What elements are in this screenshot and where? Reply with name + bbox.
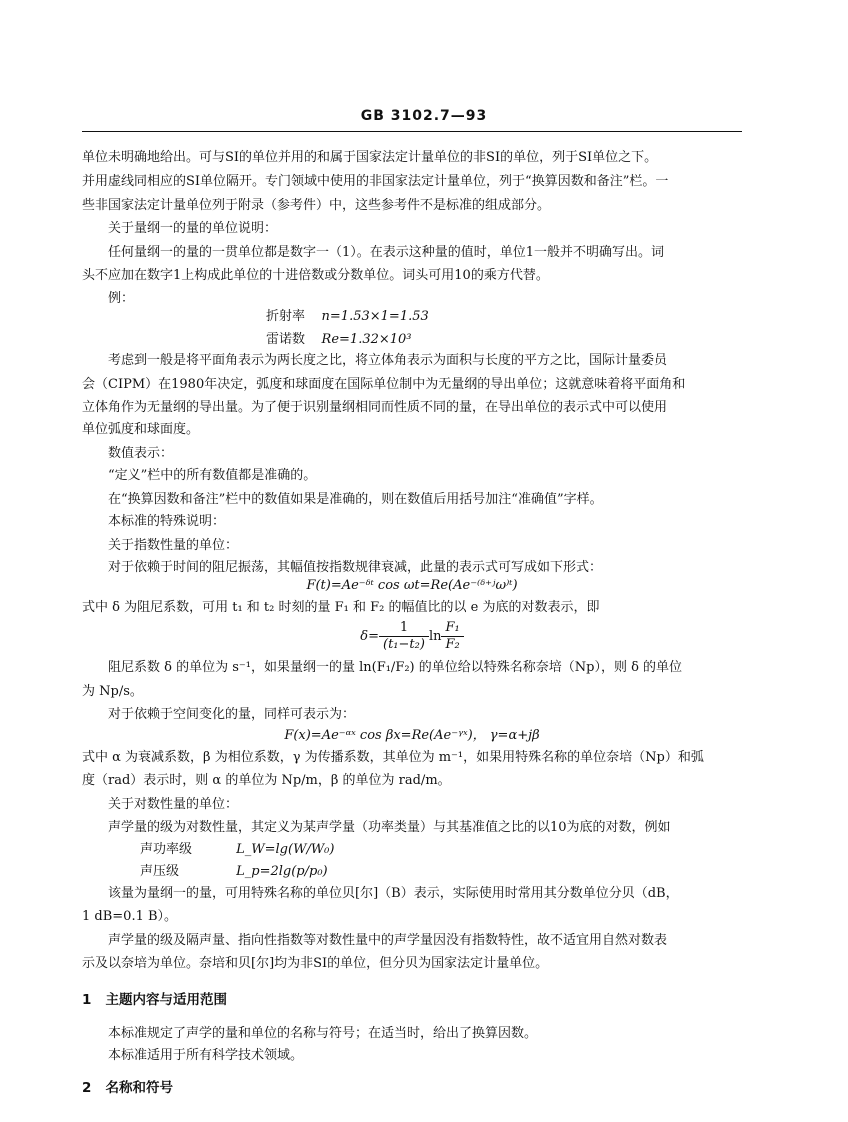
section-title: 名称和符号: [105, 1080, 174, 1096]
body-line: 为 Np/s。: [82, 684, 143, 699]
example-name: 折射率: [266, 309, 306, 324]
body-line: 度（rad）表示时，则 α 的单位为 Np/m，β 的单位为 rad/m。: [82, 773, 451, 788]
body-line: 例：: [108, 291, 135, 306]
body-line: 阻尼系数 δ 的单位为 s⁻¹，如果量纲一的量 ln(F₁/F₂) 的单位给以特殊名称奈培（Np），则 δ 的单位: [108, 660, 683, 675]
body-line: 本标准适用于所有科学技术领域。: [108, 1048, 304, 1063]
body-line: 对于依赖于空间变化的量，同样可表示为：: [108, 707, 356, 722]
body-line: 在“换算因数和备注”栏中的数值如果是准确的，则在数值后用括号加注“准确值”字样。: [108, 492, 603, 507]
example-refractive-index: [266, 307, 686, 327]
body-line: 关于量纲一的量的单位说明：: [108, 221, 278, 236]
level-sound-power: [140, 840, 700, 860]
body-line: 该量为量纲一的量，可用特殊名称的单位贝[尔]（B）表示，实际使用时常用其分数单位分贝（dB，: [108, 886, 679, 901]
fraction-denominator: F₂: [445, 637, 460, 652]
standard-code-header: GB 3102.7—93: [360, 108, 488, 124]
section-number: 1: [82, 992, 92, 1008]
equation-damped-oscillation: F(t)=Ae⁻ᵟᵗ cos ωt=Re(Ae⁻⁽ᵟ⁺ʲω⁾ᵗ): [306, 578, 518, 593]
fraction-numerator: F₁: [441, 620, 463, 637]
ln-operator: ln: [428, 629, 442, 644]
section-number: 2: [82, 1080, 92, 1096]
equation-spatial-variation: F(x)=Ae⁻ᵅˣ cos βx=Re(Ae⁻ᵞˣ)， γ=α+jβ: [284, 728, 540, 743]
section-heading-1: [82, 990, 227, 1010]
body-line: 立体角作为无量纲的导出量。为了便于识别量纲相同而性质不同的量，在导出单位的表示式中可以使用: [82, 400, 668, 415]
body-line: “定义”栏中的所有数值都是准确的。: [108, 468, 317, 483]
body-line: 本标准规定了声学的量和单位的名称与符号；在适当时，给出了换算因数。: [108, 1026, 538, 1041]
body-line: 任何量纲一的量的一贯单位都是数字一（1）。在表示这种量的值时，单位1一般并不明确写出。词: [108, 245, 665, 260]
body-line: 并用虚线同相应的SI单位隔开。专门领域中使用的非国家法定计量单位，列于“换算因数和备注”栏。一: [82, 174, 669, 189]
level-sound-pressure: [140, 862, 700, 882]
body-line: 考虑到一般是将平面角表示为两长度之比，将立体角表示为面积与长度的平方之比，国际计量委员: [108, 353, 668, 368]
body-line: 式中 δ 为阻尼系数，可用 t₁ 和 t₂ 时刻的量 F₁ 和 F₂ 的幅值比的以 e 为底的对数表示，即: [82, 600, 600, 615]
section-heading-2: [82, 1078, 173, 1098]
example-name: 雷诺数: [266, 332, 306, 347]
level-expr: L_p=2lg(p/p₀): [236, 864, 328, 879]
fraction-amplitude: [441, 620, 463, 653]
body-line: 关于指数性量的单位：: [108, 538, 239, 553]
level-name: 声压级: [140, 864, 180, 879]
body-line: 单位弧度和球面度。: [82, 422, 200, 437]
fraction-numerator: 1: [379, 620, 429, 637]
section-title: 主题内容与适用范围: [105, 992, 228, 1008]
level-expr: L_W=lg(W/W₀): [236, 842, 335, 857]
body-line: 单位未明确地给出。可与SI的单位并用的和属于国家法定计量单位的非SI的单位，列于SI单位之下。: [82, 150, 658, 165]
equation-lhs: δ=: [360, 629, 380, 644]
body-line: 头不应加在数字1上构成此单位的十进倍数或分数单位。词头可用10的乘方代替。: [82, 268, 549, 283]
body-line: 声学量的级为对数性量，其定义为某声学量（功率类量）与其基准值之比的以10为底的对数，例如: [108, 820, 671, 835]
body-line: 本标准的特殊说明：: [108, 514, 226, 529]
example-expr: Re=1.32×10³: [321, 332, 412, 347]
equation-damping-coefficient: [82, 620, 742, 654]
body-line: 1 dB=0.1 B）。: [82, 909, 178, 924]
body-line: 数值表示：: [108, 446, 174, 461]
body-line: 式中 α 为衰减系数，β 为相位系数，γ 为传播系数，其单位为 m⁻¹，如果用特殊名称的单位奈培（Np）和弧: [82, 750, 704, 765]
body-line: 对于依赖于时间的阻尼振荡，其幅值按指数规律衰减，此量的表示式可写成如下形式：: [108, 560, 603, 575]
level-name: 声功率级: [140, 842, 193, 857]
header-rule: [82, 131, 742, 132]
body-line: 关于对数性量的单位：: [108, 797, 239, 812]
body-line: 会（CIPM）在1980年决定，弧度和球面度在国际单位制中为无量纲的导出单位；这就意味着将平面角和: [82, 377, 686, 392]
body-line: 示及以奈培为单位。奈培和贝[尔]均为非SI的单位，但分贝为国家法定计量单位。: [82, 956, 549, 971]
fraction-time: [379, 620, 429, 653]
body-line: 声学量的级及隔声量、指向性指数等对数性量中的声学量因没有指数特性，故不适宜用自然对数表: [108, 933, 668, 948]
example-reynolds: [266, 330, 686, 350]
example-expr: n=1.53×1=1.53: [321, 309, 429, 324]
fraction-denominator: (t₁−t₂): [383, 637, 425, 652]
body-line: 些非国家法定计量单位列于附录（参考件）中，这些参考件不是标准的组成部分。: [82, 198, 551, 213]
